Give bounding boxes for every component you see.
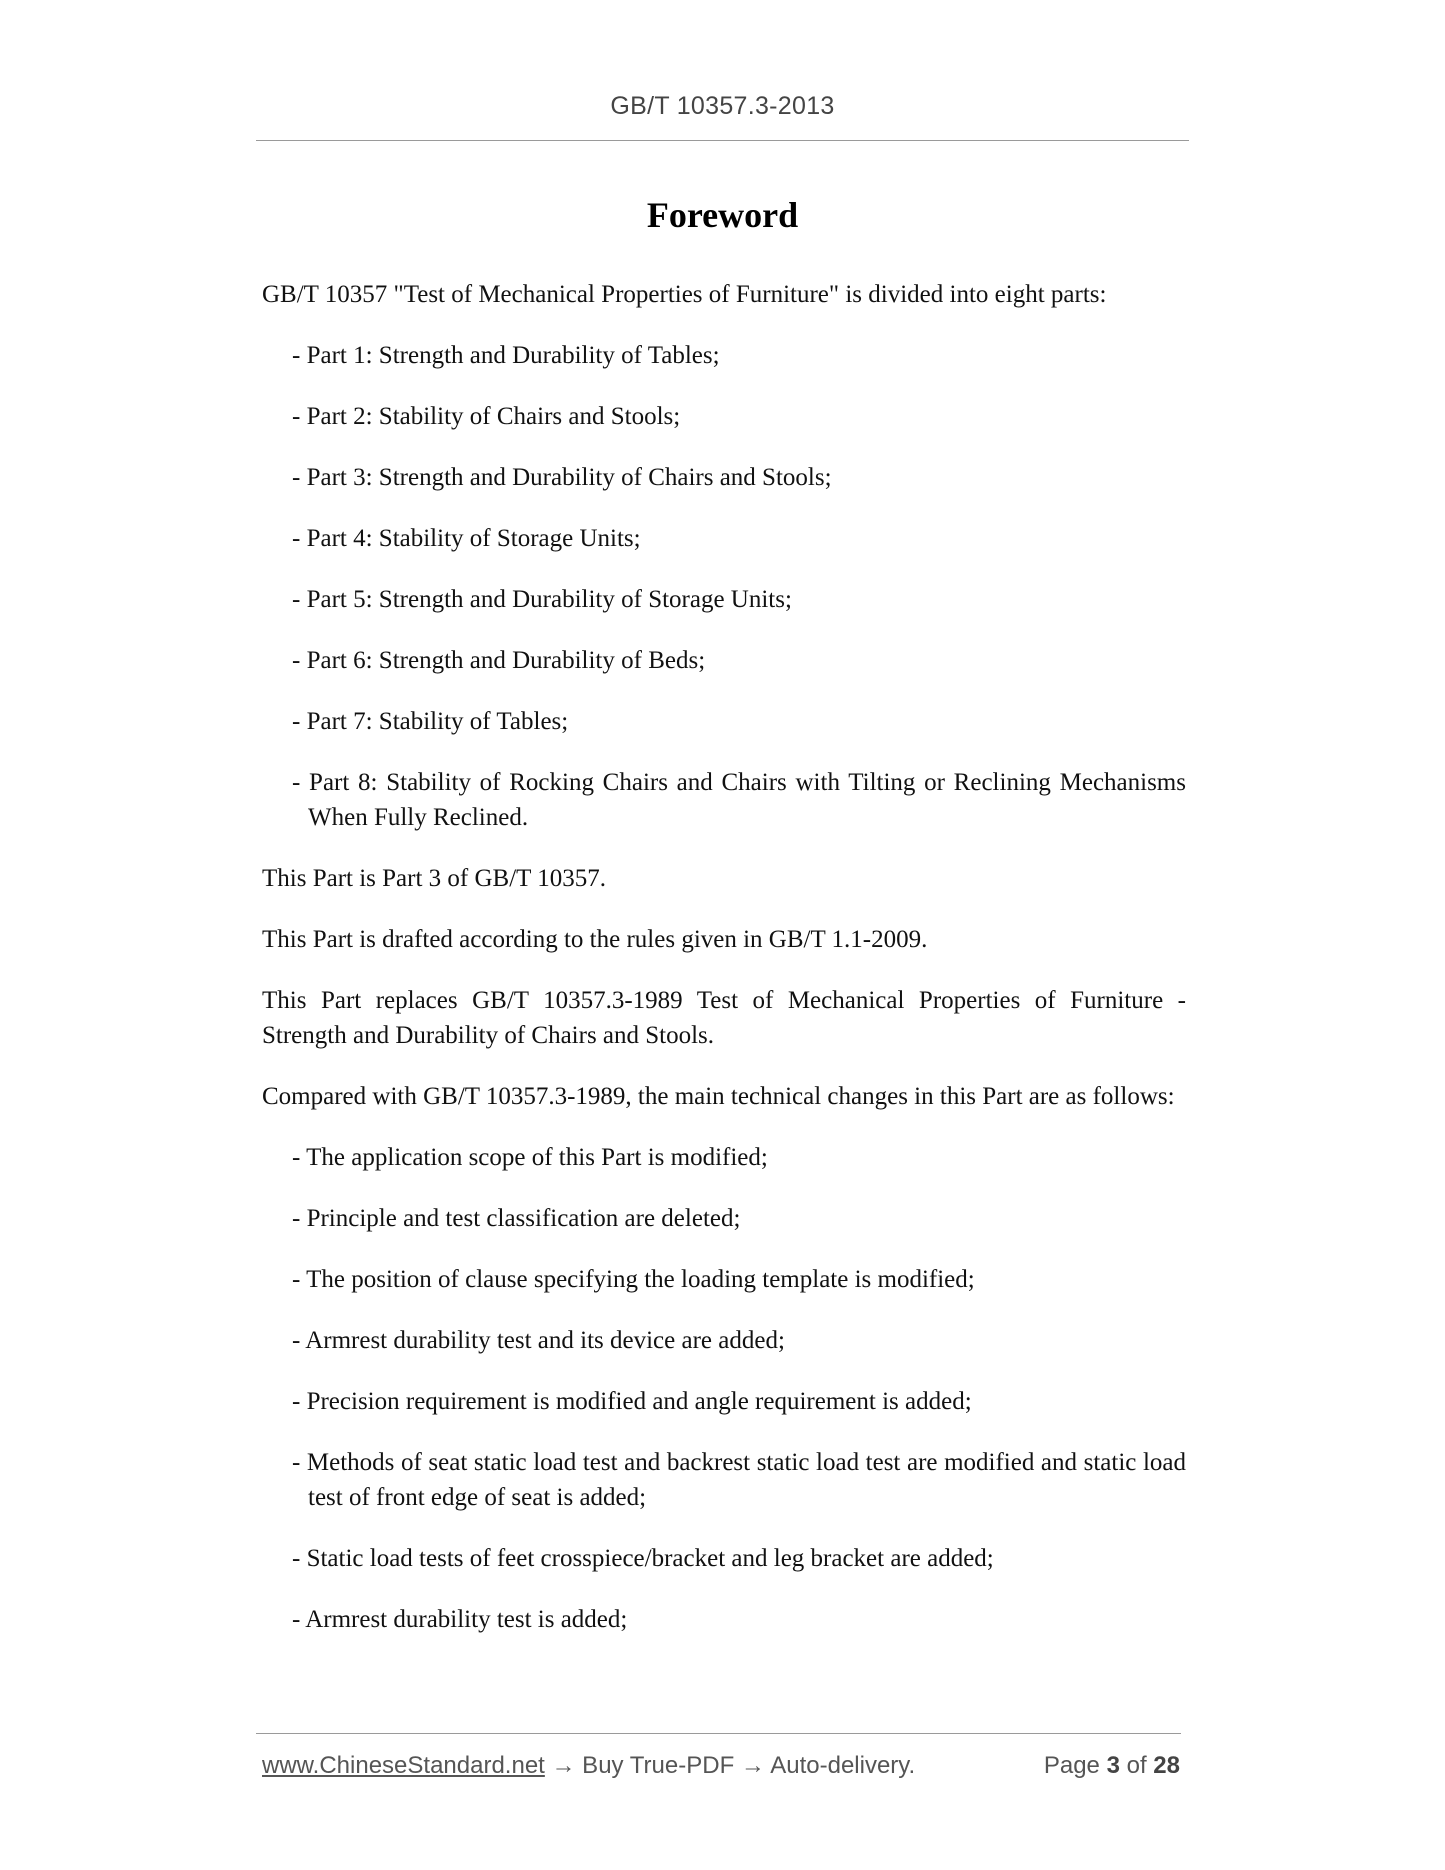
change-list-item: - Static load tests of feet crosspiece/bracket and leg bracket are added;	[292, 1545, 994, 1572]
page-label: Page	[1043, 1752, 1100, 1779]
body-paragraph: This Part is drafted according to the rules given in GB/T 1.1-2009.	[262, 926, 928, 953]
part-list-item: - Part 1: Strength and Durability of Tables;	[292, 342, 720, 369]
header-standard-title: GB/T 10357.3-2013	[610, 92, 835, 120]
part-list-item: - Part 8: Stability of Rocking Chairs and Chairs with Tilting or Reclining Mechanisms When Fully Reclined.	[292, 769, 1186, 831]
part-list-item: - Part 3: Strength and Durability of Chairs and Stools;	[292, 464, 832, 491]
part-list-item: - Part 5: Strength and Durability of Storage Units;	[292, 586, 792, 613]
promo-text: → Buy True-PDF → Auto-delivery.	[551, 1752, 916, 1779]
page-number: 3	[1106, 1752, 1120, 1779]
change-list-item: - The position of clause specifying the loading template is modified;	[292, 1266, 975, 1293]
part-list-item: - Part 6: Strength and Durability of Beds;	[292, 647, 706, 674]
page-indicator	[1044, 1752, 1180, 1780]
change-list-item: - Precision requirement is modified and angle requirement is added;	[292, 1388, 972, 1415]
page-footer	[262, 1752, 1180, 1780]
part-list-item: - Part 7: Stability of Tables;	[292, 708, 569, 735]
page-total: 28	[1153, 1752, 1180, 1779]
change-list-item: - Armrest durability test is added;	[292, 1606, 628, 1633]
part-list-item: - Part 2: Stability of Chairs and Stools;	[292, 403, 681, 430]
header-divider	[256, 140, 1189, 141]
foreword-heading: Foreword	[646, 195, 799, 235]
change-list-item: - Methods of seat static load test and backrest static load test are modified and static load test of front edge of seat is added;	[292, 1449, 1186, 1511]
part-list-item: - Part 4: Stability of Storage Units;	[292, 525, 641, 552]
change-list-item: - Principle and test classification are deleted;	[292, 1205, 741, 1232]
document-body	[262, 277, 1186, 1663]
website-link[interactable]: www.ChineseStandard.net	[262, 1752, 545, 1779]
body-paragraph: This Part replaces GB/T 10357.3-1989 Test of Mechanical Properties of Furniture - Strength and Durability of Chairs and Stools.	[262, 987, 1186, 1049]
intro-paragraph: GB/T 10357 "Test of Mechanical Properties of Furniture" is divided into eight parts:	[262, 281, 1107, 308]
change-list-item: - The application scope of this Part is modified;	[292, 1144, 768, 1171]
change-list-item: - Armrest durability test and its device are added;	[292, 1327, 785, 1354]
footer-divider	[256, 1733, 1181, 1734]
body-paragraph: Compared with GB/T 10357.3-1989, the main technical changes in this Part are as follows:	[262, 1083, 1175, 1110]
body-paragraph: This Part is Part 3 of GB/T 10357.	[262, 865, 606, 892]
of-label: of	[1126, 1752, 1147, 1779]
